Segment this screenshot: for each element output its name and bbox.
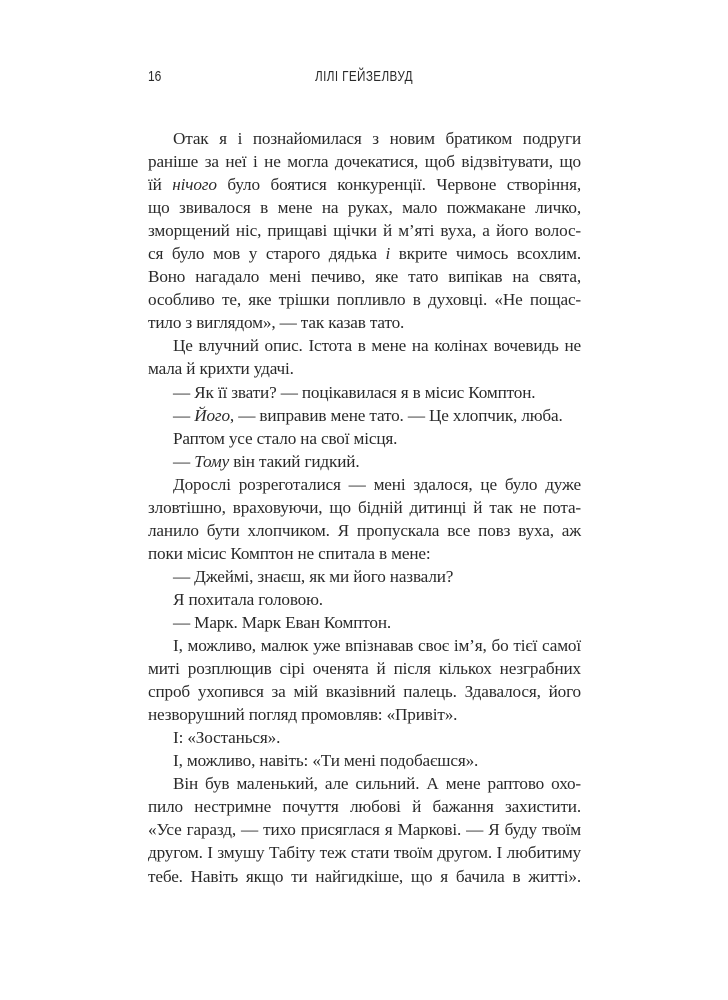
text-segment: ланило бути хлопчиком. Я пропускала все повз вуха, аж — [148, 520, 581, 540]
text-line — [148, 519, 581, 542]
text-line — [148, 334, 581, 357]
text-line — [148, 611, 581, 634]
text-line — [148, 865, 581, 888]
text-line — [148, 772, 581, 795]
text-segment: Отак я і познайомилася з новим братиком подруги — [173, 129, 581, 148]
text-line — [148, 703, 581, 726]
text-segment: — Джеймі, знаєш, як ми його назвали? — [173, 566, 454, 586]
text-segment: їй — [148, 175, 173, 195]
text-segment: він такий гидкий. — [229, 451, 360, 471]
page-body-text — [148, 127, 581, 888]
text-line — [148, 726, 581, 749]
text-segment: ся було мов у старого дядька — [148, 244, 386, 264]
text-segment: , — виправив мене тато. — Це хлопчик, люба. — [229, 405, 563, 425]
text-segment: Це влучний опис. Істота в мене на колінах вочевидь не — [173, 336, 581, 356]
text-segment: вкрите чимось всохлим. — [390, 244, 581, 264]
text-line — [148, 357, 581, 380]
page-header — [148, 68, 580, 90]
text-segment: — Як її звати? — поцікавилася я в місис Комптон. — [173, 382, 536, 402]
text-segment: зловтішно, враховуючи, що бідній дитинці й так не пота- — [148, 497, 581, 517]
text-line — [148, 634, 581, 657]
text-segment: тебе. Навіть якщо ти найгидкіше, що я бачила в житті». — [148, 866, 581, 886]
text-segment: Я похитала головою. — [173, 589, 323, 609]
italic-text: і — [385, 244, 391, 264]
text-line — [148, 196, 581, 219]
text-line — [148, 219, 581, 242]
text-segment: було боятися конкуренції. Червоне створіння, — [216, 175, 581, 195]
text-line — [148, 450, 581, 473]
text-segment: мала й крихти удачі. — [148, 359, 294, 379]
text-segment: особливо те, яке трішки попливло в духовці. «Не пощас- — [148, 290, 581, 310]
text-segment: раніше за неї і не могла дочекатися, щоб відзвітувати, що — [148, 152, 581, 172]
text-line — [148, 127, 581, 150]
text-line — [148, 150, 581, 173]
text-segment: пило нестримне почуття любові й бажання захистити. — [148, 797, 581, 817]
text-segment: Дорослі розреготалися — мені здалося, це було дуже — [173, 474, 581, 494]
text-line — [148, 496, 581, 519]
text-segment: І: «Зостанься». — [173, 728, 281, 748]
text-segment: — — [173, 451, 195, 471]
italic-text: Його — [194, 405, 230, 425]
italic-text: нічого — [172, 175, 217, 195]
text-segment: миті розплющив сірі оченята й після кількох незграбних — [148, 659, 581, 679]
text-line — [148, 542, 581, 565]
text-segment: спроб ухопився за мій вказівний палець. Здавалося, його — [148, 682, 581, 702]
text-segment: що звивалося в мене на руках, мало пожмакане личко, — [148, 198, 581, 218]
text-line — [148, 288, 581, 311]
text-segment: незворушний погляд промовляв: «Привіт». — [148, 705, 458, 725]
text-line — [148, 404, 581, 427]
text-segment: — — [173, 405, 195, 425]
text-line — [148, 841, 581, 864]
text-segment: І, можливо, малюк уже впізнавав своє ім’я, бо тієї самої — [173, 636, 581, 656]
text-segment: «Усе гаразд, — тихо присяглася я Маркові. — Я буду твоїм — [148, 820, 581, 840]
text-segment: — Марк. Марк Еван Комптон. — [173, 612, 392, 632]
text-line — [148, 311, 581, 334]
text-line — [148, 381, 581, 404]
text-line — [148, 242, 581, 265]
italic-text: Тому — [194, 451, 230, 471]
text-line — [148, 173, 581, 196]
text-segment: тило з виглядом», — так казав тато. — [148, 313, 405, 333]
text-line — [148, 565, 581, 588]
text-segment: другом. І змушу Табіту теж стати твоїм другом. І любитиму — [148, 843, 581, 863]
text-line — [148, 657, 581, 680]
text-segment: Раптом усе стало на свої місця. — [173, 428, 398, 448]
text-segment: Він був маленький, але сильний. А мене раптово охо- — [173, 774, 581, 794]
text-segment: поки місис Комптон не спитала в мене: — [148, 543, 431, 563]
running-title: ЛІЛІ ГЕЙЗЕЛВУД — [315, 68, 413, 85]
text-line — [148, 795, 581, 818]
page-number: 16 — [148, 68, 162, 85]
text-segment: зморщений ніс, прищаві щічки й м’яті вуха, а його волос- — [148, 221, 581, 241]
text-line — [148, 749, 581, 772]
text-line — [148, 818, 581, 841]
text-line — [148, 265, 581, 288]
text-line — [148, 680, 581, 703]
text-line — [148, 427, 581, 450]
text-segment: Воно нагадало мені печиво, яке тато випікав на свята, — [148, 267, 581, 287]
text-line — [148, 473, 581, 496]
text-segment: І, можливо, навіть: «Ти мені подобаєшся». — [173, 751, 479, 771]
text-line — [148, 588, 581, 611]
